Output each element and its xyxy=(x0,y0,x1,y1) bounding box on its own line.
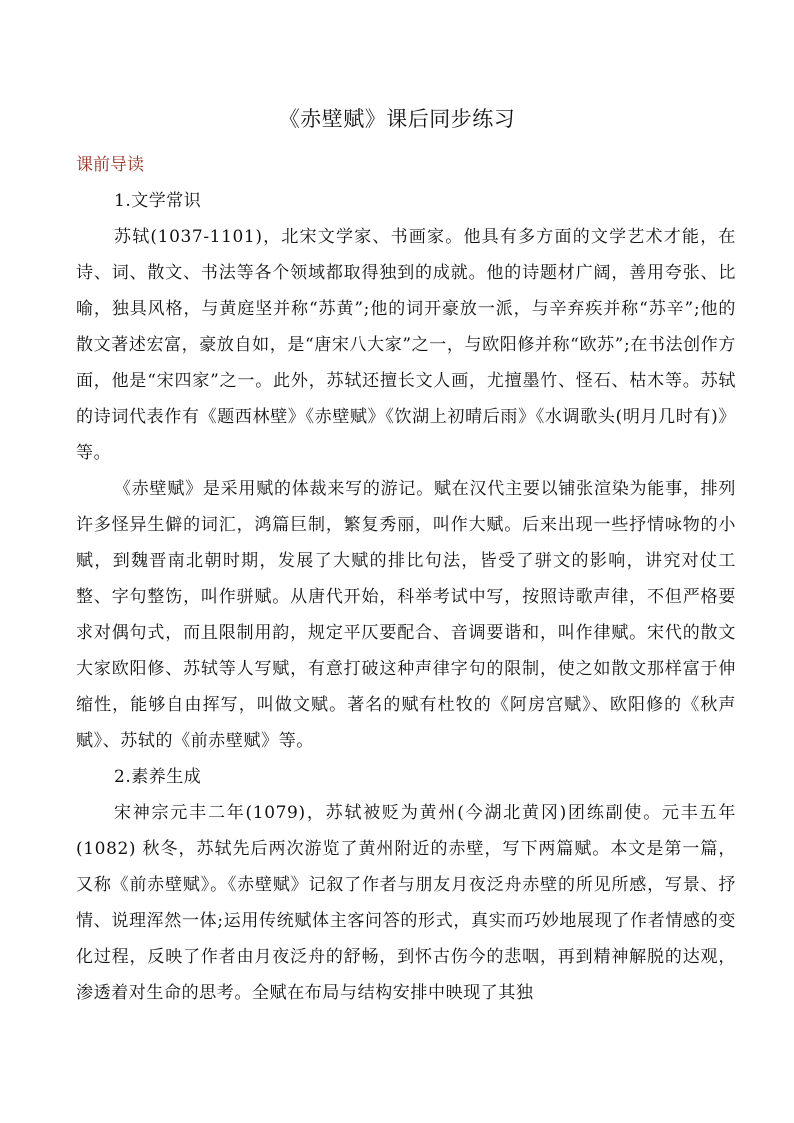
paragraph-background: 宋神宗元丰二年(1079)，苏轼被贬为黄州(今湖北黄冈)团练副使。元丰五年(1082) 秋冬，苏轼先后两次游览了黄州附近的赤壁，写下两篇赋。本文是第一篇，又称《前赤壁赋》。《赤壁赋》记叙了作者与朋友月夜泛舟赤壁的所见所感，写景、抒情、说理浑然一体;运用传统赋体主客问答的形式，真实而巧妙地展现了作者情感的变化过程，反映了作者由月夜泛舟的舒畅，到怀古伤今的悲咽，再到精神解脱的达观，渗透着对生命的思考。全赋在布局与结构安排中映现了其独 xyxy=(76,803,736,1003)
subsection-heading-literary-knowledge: 1.文学常识 xyxy=(114,191,202,211)
section-heading: 课前导读 xyxy=(76,155,144,175)
document-title: 《赤壁赋》课后同步练习 xyxy=(278,107,516,131)
subsection-heading-literacy: 2.素养生成 xyxy=(114,767,202,787)
document-body xyxy=(76,183,736,1011)
paragraph-su-shi-biography: 苏轼(1037-1101)，北宋文学家、书画家。他具有多方面的文学艺术才能，在诗、词、散文、书法等各个领域都取得独到的成就。他的诗题材广阔，善用夸张、比喻，独具风格，与黄庭坚并称“苏黄”;他的词开豪放一派，与辛弃疾并称“苏辛”;他的散文著述宏富，豪放自如，是“唐宋八大家”之一，与欧阳修并称“欧苏”;在书法创作方面，他是“宋四家”之一。此外，苏轼还擅长文人画，尤擅墨竹、怪石、枯木等。苏轼的诗词代表作有《题西林壁》《赤壁赋》《饮湖上初晴后雨》《水调歌头(明月几时有)》等。 xyxy=(76,227,736,463)
paragraph-fu-genre: 《赤壁赋》是采用赋的体裁来写的游记。赋在汉代主要以铺张渲染为能事，排列许多怪异生僻的词汇，鸿篇巨制，繁复秀丽，叫作大赋。后来出现一些抒情咏物的小赋，到魏晋南北朝时期，发展了大赋的排比句法，皆受了骈文的影响，讲究对仗工整、字句整饬，叫作骈赋。从唐代开始，科举考试中写，按照诗歌声律，不但严格要求对偶句式，而且限制用韵，规定平仄要配合、音调要谐和，叫作律赋。宋代的散文大家欧阳修、苏轼等人写赋，有意打破这种声律字句的限制，使之如散文那样富于伸缩性，能够自由挥写，叫做文赋。著名的赋有杜牧的《阿房宫赋》、欧阳修的《秋声赋》、苏轼的《前赤壁赋》等。 xyxy=(76,479,736,751)
